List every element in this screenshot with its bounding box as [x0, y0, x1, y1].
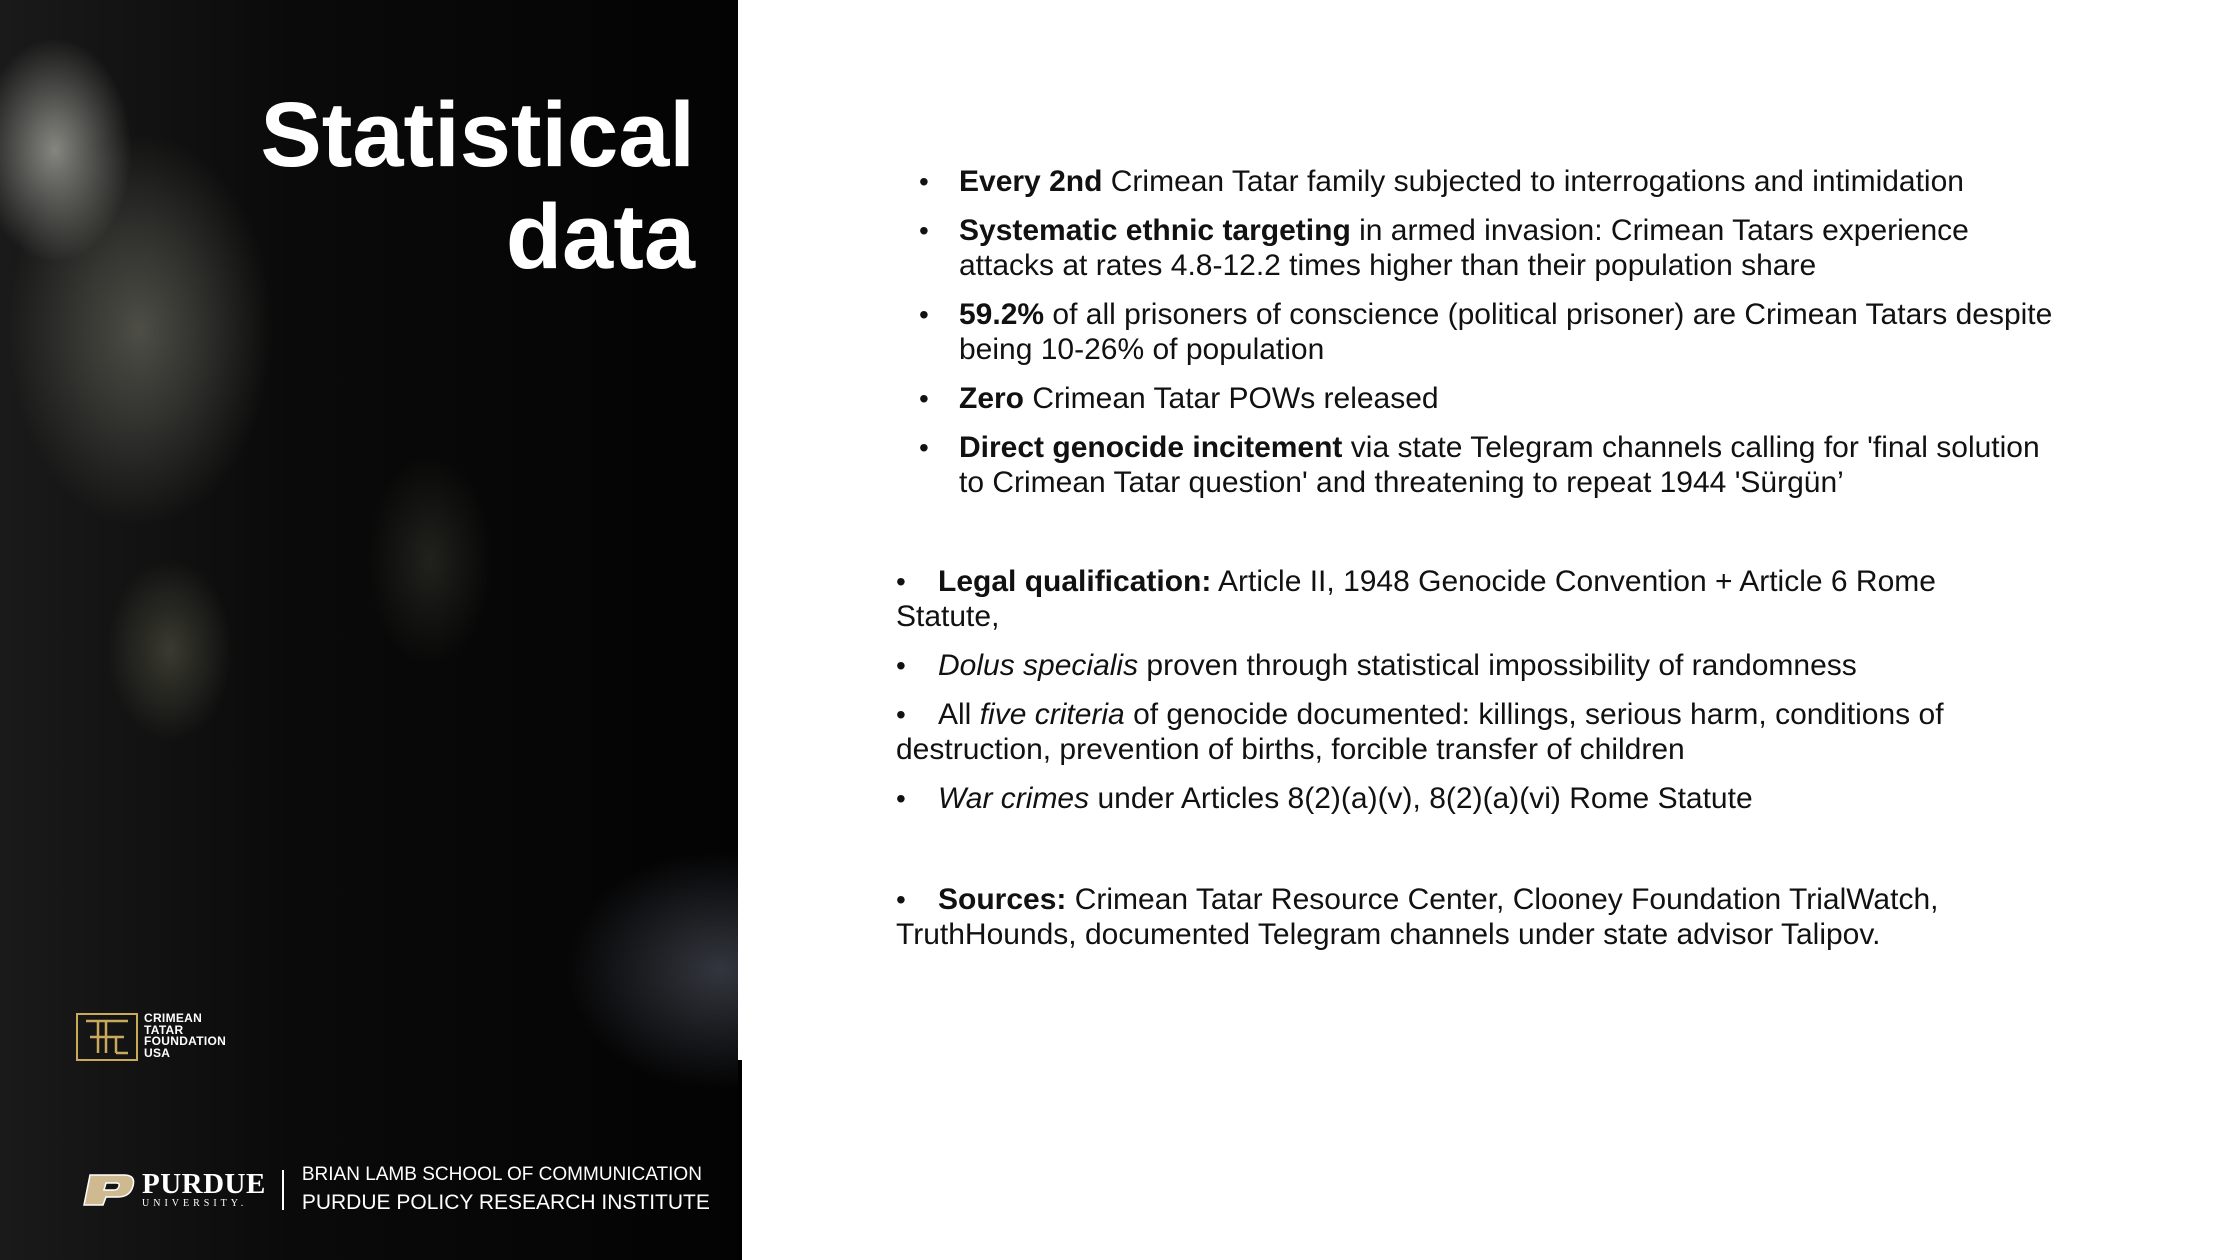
item-text: under Articles 8(2)(a)(v), 8(2)(a)(vi) Rome Statute: [1089, 782, 1753, 815]
list-item: [959, 430, 2059, 500]
list-item-legal-qualification: [896, 564, 2036, 634]
ctf-line: USA: [144, 1045, 171, 1060]
item-text: of all prisoners of conscience (political prisoner) are Crimean Tatars despite being 10-26% of population: [959, 298, 2053, 366]
ctf-line: CRIMEAN: [144, 1011, 203, 1025]
bold-lead: Legal qualification:: [938, 565, 1212, 598]
bold-lead: 59.2%: [959, 298, 1045, 331]
list-item-war-crimes: [896, 781, 2036, 816]
statistics-list: [959, 164, 2059, 514]
item-text: via state Telegram channels calling for 'final solution to Crimean Tatar question' and threatening to repeat 1944 'Sürgün’: [959, 431, 2040, 499]
list-item-dolus-specialis: [896, 648, 2036, 683]
school-name: BRIAN LAMB SCHOOL OF COMMUNICATION: [301, 1164, 702, 1185]
legal-list: [896, 564, 2036, 830]
italic-lead: War crimes: [938, 782, 1090, 815]
sources-list: [896, 882, 2036, 966]
italic-lead: Dolus specialis: [938, 649, 1139, 682]
list-item: [959, 164, 2059, 199]
bold-lead: Sources:: [938, 883, 1067, 916]
list-item: [959, 297, 2059, 367]
list-item-sources: [896, 882, 2036, 952]
title-line-1: Statistical: [260, 84, 695, 186]
list-item-five-criteria: [896, 697, 2036, 767]
bold-lead: Direct genocide incitement: [959, 431, 1343, 464]
list-item: [959, 213, 2059, 283]
ctf-line: FOUNDATION: [144, 1034, 227, 1048]
list-item: [959, 381, 2059, 416]
institute-name: PURDUE POLICY RESEARCH INSTITUTE: [301, 1191, 710, 1214]
item-text: in armed invasion: Crimean Tatars experience attacks at rates 4.8-12.2 times higher than their population share: [959, 214, 1969, 282]
title-line-2: data: [505, 186, 695, 288]
purdue-university: UNIVERSITY.: [142, 1198, 248, 1209]
bold-lead: Zero: [959, 382, 1025, 415]
italic-term: five criteria: [979, 698, 1125, 731]
ctf-line: TATAR: [144, 1022, 184, 1037]
item-text: Crimean Tatar Resource Center, Clooney Foundation TrialWatch, TruthHounds, documented Telegram channels under state advisor Talipov.: [896, 883, 1939, 951]
bold-lead: Systematic ethnic targeting: [959, 214, 1351, 247]
purdue-name: PURDUE: [142, 1168, 266, 1200]
item-text: Crimean Tatar family subjected to interrogations and intimidation: [1102, 165, 1964, 198]
item-text: Article II, 1948 Genocide Convention + Article 6 Rome Statute,: [896, 565, 1936, 633]
bold-lead: Every 2nd: [959, 165, 1103, 198]
item-text: All: [938, 698, 980, 731]
item-text: Crimean Tatar POWs released: [1024, 382, 1439, 415]
item-text: of genocide documented: killings, serious harm, conditions of destruction, prevention of births, forcible transfer of children: [896, 698, 1944, 766]
item-text: proven through statistical impossibility of randomness: [1138, 649, 1857, 682]
